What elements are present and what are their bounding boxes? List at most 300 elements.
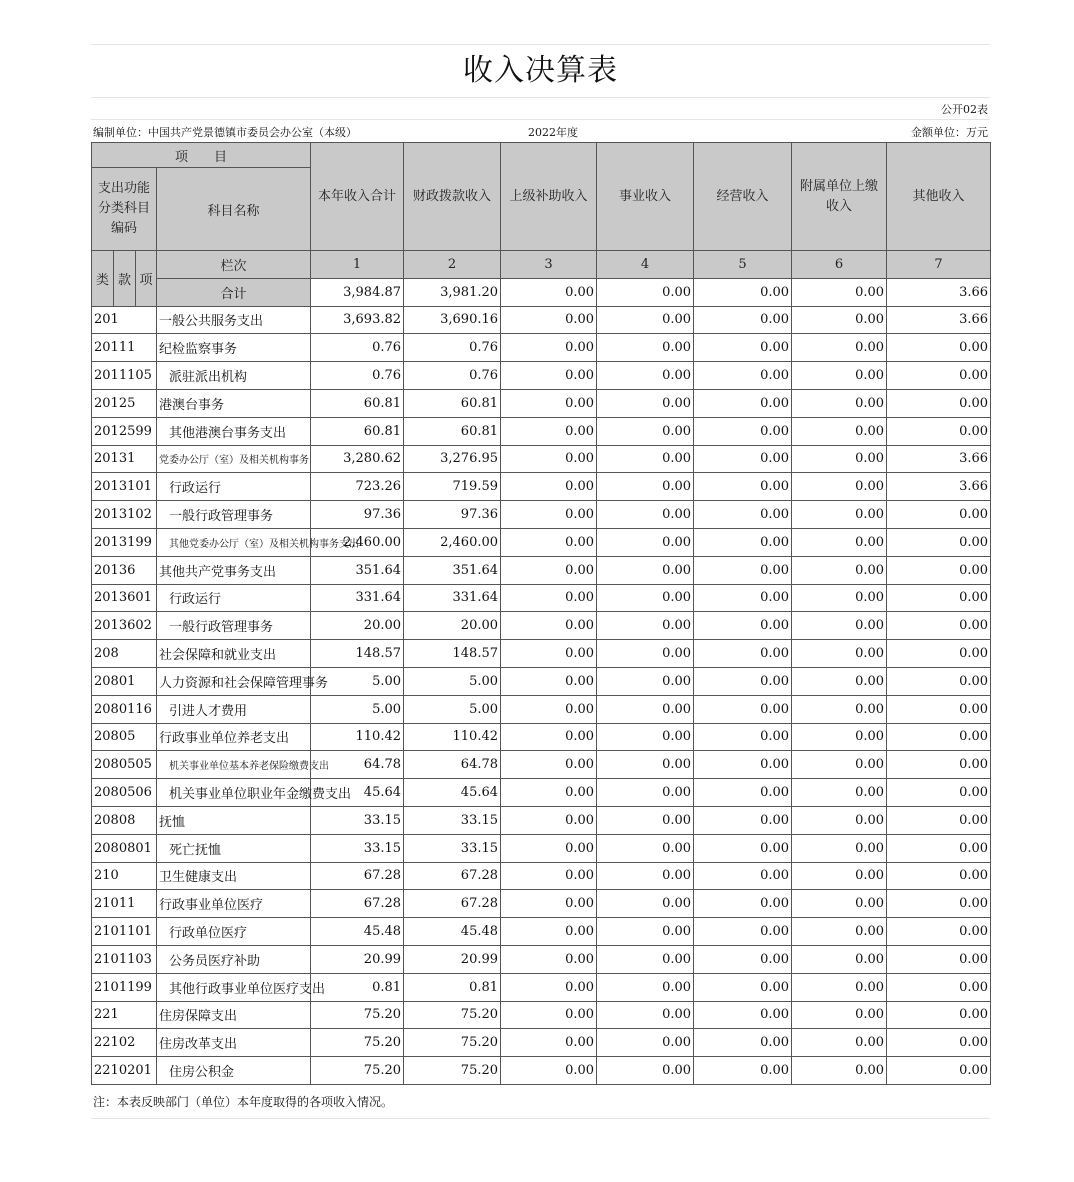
- total-value: 0.00: [792, 278, 887, 306]
- amount-cell: 0.00: [887, 584, 991, 612]
- table-row: [92, 806, 991, 834]
- amount-cell: 33.15: [404, 834, 501, 862]
- amount-cell: 110.42: [311, 723, 404, 751]
- amount-cell: 60.81: [404, 389, 501, 417]
- amount-cell: 0.00: [694, 417, 792, 445]
- subject-name: 住房公积金: [157, 1057, 311, 1085]
- amount-cell: 0.00: [597, 528, 694, 556]
- amount-cell: 0.00: [792, 945, 887, 973]
- amount-cell: 0.00: [501, 973, 597, 1001]
- subject-code: 20805: [92, 723, 157, 751]
- amount-cell: 0.00: [792, 362, 887, 390]
- footnote: 注：本表反映部门（单位）本年度取得的各项收入情况。: [91, 1085, 990, 1119]
- amount-cell: 0.00: [597, 445, 694, 473]
- total-value: 0.00: [597, 278, 694, 306]
- total-value: 3.66: [887, 278, 991, 306]
- amount-cell: 0.00: [792, 556, 887, 584]
- amount-cell: 45.48: [404, 918, 501, 946]
- col-num-6: 6: [792, 251, 887, 279]
- subject-name: 机关事业单位基本养老保险缴费支出: [157, 751, 311, 779]
- amount-cell: 0.00: [694, 362, 792, 390]
- table-row: [92, 667, 991, 695]
- amount-cell: 33.15: [311, 806, 404, 834]
- page-title: 收入决算表: [91, 44, 990, 98]
- amount-cell: 3,693.82: [311, 306, 404, 334]
- header-func-code: 支出功能分类科目编码: [92, 168, 157, 251]
- amount-cell: 0.00: [597, 584, 694, 612]
- subject-code: 20801: [92, 667, 157, 695]
- amount-cell: 331.64: [311, 584, 404, 612]
- table-row: [92, 834, 991, 862]
- table-row: [92, 779, 991, 807]
- amount-cell: 0.76: [404, 334, 501, 362]
- amount-cell: 3,280.62: [311, 445, 404, 473]
- amount-cell: 351.64: [311, 556, 404, 584]
- total-label: 合计: [157, 278, 311, 306]
- table-row: [92, 389, 991, 417]
- amount-cell: 0.00: [792, 1001, 887, 1029]
- amount-cell: 0.00: [887, 362, 991, 390]
- amount-cell: 0.76: [311, 334, 404, 362]
- amount-cell: 5.00: [404, 667, 501, 695]
- subject-name: 其他行政事业单位医疗支出: [157, 973, 311, 1001]
- subject-code: 20136: [92, 556, 157, 584]
- table-row: [92, 556, 991, 584]
- header-lanci: 栏次: [157, 251, 311, 279]
- amount-cell: 0.00: [792, 1029, 887, 1057]
- amount-cell: 0.00: [694, 1029, 792, 1057]
- amount-cell: 0.00: [792, 640, 887, 668]
- col-header-7: 其他收入: [887, 143, 991, 251]
- amount-cell: 148.57: [311, 640, 404, 668]
- table-row: [92, 1029, 991, 1057]
- amount-cell: 0.00: [792, 806, 887, 834]
- subject-name: 住房改革支出: [157, 1029, 311, 1057]
- amount-cell: 5.00: [311, 695, 404, 723]
- header-subject-name: 科目名称: [157, 168, 311, 251]
- amount-cell: 0.00: [792, 918, 887, 946]
- income-statement-sheet: [91, 44, 990, 1119]
- amount-cell: 0.00: [792, 751, 887, 779]
- table-row: [92, 640, 991, 668]
- amount-cell: 0.00: [887, 528, 991, 556]
- amount-cell: 97.36: [311, 501, 404, 529]
- amount-cell: 0.76: [311, 362, 404, 390]
- amount-cell: 0.00: [694, 806, 792, 834]
- amount-cell: 0.00: [597, 751, 694, 779]
- amount-cell: 0.00: [501, 389, 597, 417]
- table-row: [92, 528, 991, 556]
- amount-cell: 0.00: [887, 334, 991, 362]
- amount-cell: 64.78: [404, 751, 501, 779]
- subject-name: 抚恤: [157, 806, 311, 834]
- amount-cell: 0.81: [311, 973, 404, 1001]
- amount-cell: 0.00: [501, 501, 597, 529]
- table-row: [92, 501, 991, 529]
- total-value: 3,981.20: [404, 278, 501, 306]
- col-num-3: 3: [501, 251, 597, 279]
- amount-cell: 0.00: [887, 862, 991, 890]
- col-header-5: 经营收入: [694, 143, 792, 251]
- amount-cell: 719.59: [404, 473, 501, 501]
- amount-cell: 60.81: [404, 417, 501, 445]
- subject-code: 210: [92, 862, 157, 890]
- amount-cell: 3,690.16: [404, 306, 501, 334]
- subject-name: 引进人才费用: [157, 695, 311, 723]
- amount-cell: 0.00: [597, 612, 694, 640]
- amount-cell: 0.00: [597, 890, 694, 918]
- meta-row: [91, 120, 990, 142]
- amount-cell: 0.00: [501, 306, 597, 334]
- subject-name: 一般行政管理事务: [157, 612, 311, 640]
- amount-cell: 0.00: [597, 667, 694, 695]
- amount-cell: 67.28: [311, 862, 404, 890]
- amount-cell: 0.00: [694, 723, 792, 751]
- subject-code: 2210201: [92, 1057, 157, 1085]
- amount-cell: 45.64: [404, 779, 501, 807]
- table-row: [92, 723, 991, 751]
- amount-cell: 0.00: [597, 640, 694, 668]
- amount-cell: 0.00: [887, 890, 991, 918]
- subject-code: 2013101: [92, 473, 157, 501]
- amount-cell: 0.00: [501, 584, 597, 612]
- amount-cell: 20.00: [311, 612, 404, 640]
- amount-cell: 0.00: [887, 640, 991, 668]
- subject-code: 2013199: [92, 528, 157, 556]
- table-row: [92, 362, 991, 390]
- amount-cell: 0.00: [501, 1057, 597, 1085]
- table-row: [92, 445, 991, 473]
- amount-cell: 67.28: [404, 890, 501, 918]
- subject-code: 2013601: [92, 584, 157, 612]
- amount-cell: 0.00: [694, 445, 792, 473]
- amount-cell: 3,276.95: [404, 445, 501, 473]
- amount-cell: 0.00: [597, 695, 694, 723]
- amount-cell: 0.00: [501, 890, 597, 918]
- amount-cell: 0.00: [887, 945, 991, 973]
- amount-cell: 45.64: [311, 779, 404, 807]
- subject-code: 22102: [92, 1029, 157, 1057]
- table-row: [92, 417, 991, 445]
- amount-cell: 0.00: [887, 1001, 991, 1029]
- amount-cell: 0.00: [501, 1029, 597, 1057]
- amount-cell: 0.00: [887, 612, 991, 640]
- amount-cell: 0.00: [501, 362, 597, 390]
- amount-cell: 0.00: [792, 528, 887, 556]
- subject-code: 20111: [92, 334, 157, 362]
- amount-cell: 0.00: [597, 834, 694, 862]
- amount-cell: 0.76: [404, 362, 501, 390]
- amount-cell: 0.00: [597, 389, 694, 417]
- amount-cell: 2,460.00: [311, 528, 404, 556]
- income-table: [91, 142, 991, 1085]
- amount-cell: 33.15: [404, 806, 501, 834]
- amount-cell: 0.00: [501, 918, 597, 946]
- amount-cell: 0.00: [694, 890, 792, 918]
- table-row: [92, 334, 991, 362]
- col-num-7: 7: [887, 251, 991, 279]
- money-unit: 金额单位：万元: [911, 126, 988, 139]
- table-row: [92, 612, 991, 640]
- amount-cell: 3.66: [887, 473, 991, 501]
- amount-cell: 0.00: [792, 334, 887, 362]
- table-row: [92, 1001, 991, 1029]
- amount-cell: 331.64: [404, 584, 501, 612]
- amount-cell: 0.00: [792, 1057, 887, 1085]
- amount-cell: 0.00: [792, 779, 887, 807]
- subject-name: 其他党委办公厅（室）及相关机构事务支出: [157, 528, 311, 556]
- amount-cell: 110.42: [404, 723, 501, 751]
- amount-cell: 0.00: [597, 473, 694, 501]
- amount-cell: 0.00: [501, 473, 597, 501]
- amount-cell: 0.00: [694, 695, 792, 723]
- form-number: 公开02表: [941, 103, 988, 116]
- table-row: [92, 890, 991, 918]
- header-xiang: 项: [136, 251, 157, 307]
- amount-cell: 0.00: [792, 445, 887, 473]
- amount-cell: 0.00: [887, 556, 991, 584]
- form-number-row: [91, 98, 990, 120]
- amount-cell: 0.00: [501, 417, 597, 445]
- subject-code: 20125: [92, 389, 157, 417]
- amount-cell: 5.00: [311, 667, 404, 695]
- subject-name: 行政单位医疗: [157, 918, 311, 946]
- amount-cell: 0.00: [597, 417, 694, 445]
- col-header-1: 本年收入合计: [311, 143, 404, 251]
- header-lei: 类: [92, 251, 114, 307]
- amount-cell: 97.36: [404, 501, 501, 529]
- total-value: 0.00: [694, 278, 792, 306]
- amount-cell: 0.00: [792, 973, 887, 1001]
- amount-cell: 0.00: [501, 334, 597, 362]
- amount-cell: 33.15: [311, 834, 404, 862]
- amount-cell: 60.81: [311, 417, 404, 445]
- amount-cell: 0.00: [694, 973, 792, 1001]
- amount-cell: 0.00: [694, 640, 792, 668]
- amount-cell: 0.00: [694, 473, 792, 501]
- amount-cell: 0.00: [694, 751, 792, 779]
- amount-cell: 0.00: [887, 806, 991, 834]
- subject-code: 2080505: [92, 751, 157, 779]
- subject-code: 2101103: [92, 945, 157, 973]
- amount-cell: 0.00: [501, 612, 597, 640]
- amount-cell: 351.64: [404, 556, 501, 584]
- amount-cell: 0.00: [694, 834, 792, 862]
- subject-code: 2101101: [92, 918, 157, 946]
- amount-cell: 0.00: [792, 473, 887, 501]
- amount-cell: 0.00: [887, 973, 991, 1001]
- subject-name: 公务员医疗补助: [157, 945, 311, 973]
- amount-cell: 0.00: [501, 556, 597, 584]
- amount-cell: 0.00: [792, 417, 887, 445]
- col-header-6: 附属单位上缴收入: [792, 143, 887, 251]
- subject-name: 机关事业单位职业年金缴费支出: [157, 779, 311, 807]
- subject-name: 一般行政管理事务: [157, 501, 311, 529]
- table-row: [92, 973, 991, 1001]
- amount-cell: 0.00: [887, 751, 991, 779]
- fiscal-year: 2022年度: [528, 126, 578, 139]
- subject-name: 行政事业单位医疗: [157, 890, 311, 918]
- subject-code: 20808: [92, 806, 157, 834]
- table-row: [92, 695, 991, 723]
- total-value: 3,984.87: [311, 278, 404, 306]
- amount-cell: 0.00: [792, 667, 887, 695]
- table-row: [92, 945, 991, 973]
- amount-cell: 0.00: [792, 862, 887, 890]
- amount-cell: 0.00: [694, 918, 792, 946]
- col-num-1: 1: [311, 251, 404, 279]
- table-row: [92, 473, 991, 501]
- table-row: [92, 584, 991, 612]
- amount-cell: 45.48: [311, 918, 404, 946]
- table-row: [92, 862, 991, 890]
- amount-cell: 0.00: [597, 501, 694, 529]
- header-kuan: 款: [114, 251, 136, 307]
- amount-cell: 0.00: [792, 501, 887, 529]
- amount-cell: 0.00: [501, 751, 597, 779]
- amount-cell: 75.20: [311, 1057, 404, 1085]
- header-row-3: [92, 251, 991, 279]
- amount-cell: 0.00: [597, 1029, 694, 1057]
- subject-name: 社会保障和就业支出: [157, 640, 311, 668]
- header-row-1: [92, 143, 991, 168]
- amount-cell: 0.00: [792, 890, 887, 918]
- table-row: [92, 306, 991, 334]
- subject-code: 20131: [92, 445, 157, 473]
- amount-cell: 0.00: [597, 862, 694, 890]
- amount-cell: 67.28: [404, 862, 501, 890]
- amount-cell: 0.00: [887, 1029, 991, 1057]
- amount-cell: 0.00: [597, 334, 694, 362]
- amount-cell: 0.00: [887, 695, 991, 723]
- total-value: 0.00: [501, 278, 597, 306]
- amount-cell: 0.00: [887, 667, 991, 695]
- amount-cell: 0.00: [792, 306, 887, 334]
- amount-cell: 0.00: [694, 667, 792, 695]
- subject-code: 2101199: [92, 973, 157, 1001]
- subject-name: 住房保障支出: [157, 1001, 311, 1029]
- amount-cell: 148.57: [404, 640, 501, 668]
- subject-code: 2012599: [92, 417, 157, 445]
- amount-cell: 0.00: [694, 862, 792, 890]
- col-num-5: 5: [694, 251, 792, 279]
- subject-name: 行政事业单位养老支出: [157, 723, 311, 751]
- col-header-4: 事业收入: [597, 143, 694, 251]
- amount-cell: 0.00: [597, 556, 694, 584]
- amount-cell: 0.00: [501, 945, 597, 973]
- amount-cell: 0.00: [792, 612, 887, 640]
- amount-cell: 723.26: [311, 473, 404, 501]
- amount-cell: 0.00: [887, 417, 991, 445]
- amount-cell: 67.28: [311, 890, 404, 918]
- subject-code: 2013102: [92, 501, 157, 529]
- amount-cell: 0.00: [887, 779, 991, 807]
- amount-cell: 0.00: [694, 389, 792, 417]
- amount-cell: 0.00: [597, 779, 694, 807]
- amount-cell: 0.00: [694, 1001, 792, 1029]
- subject-code: 221: [92, 1001, 157, 1029]
- total-row: [92, 278, 991, 306]
- amount-cell: 20.00: [404, 612, 501, 640]
- amount-cell: 0.00: [694, 945, 792, 973]
- amount-cell: 0.00: [887, 918, 991, 946]
- amount-cell: 75.20: [311, 1001, 404, 1029]
- amount-cell: 0.00: [694, 306, 792, 334]
- col-header-3: 上级补助收入: [501, 143, 597, 251]
- amount-cell: 0.00: [597, 973, 694, 1001]
- amount-cell: 0.00: [887, 834, 991, 862]
- amount-cell: 0.00: [501, 723, 597, 751]
- table-row: [92, 918, 991, 946]
- amount-cell: 0.00: [887, 1057, 991, 1085]
- amount-cell: 0.00: [597, 806, 694, 834]
- subject-code: 21011: [92, 890, 157, 918]
- amount-cell: 0.00: [887, 389, 991, 417]
- amount-cell: 0.00: [501, 862, 597, 890]
- subject-code: 2080506: [92, 779, 157, 807]
- amount-cell: 20.99: [311, 945, 404, 973]
- amount-cell: 0.00: [501, 695, 597, 723]
- subject-code: 2013602: [92, 612, 157, 640]
- col-num-2: 2: [404, 251, 501, 279]
- amount-cell: 0.00: [792, 389, 887, 417]
- amount-cell: 0.00: [694, 556, 792, 584]
- amount-cell: 0.00: [597, 306, 694, 334]
- amount-cell: 0.00: [597, 1001, 694, 1029]
- amount-cell: 0.00: [597, 918, 694, 946]
- subject-name: 其他共产党事务支出: [157, 556, 311, 584]
- amount-cell: 0.00: [694, 501, 792, 529]
- amount-cell: 75.20: [404, 1001, 501, 1029]
- amount-cell: 0.00: [694, 1057, 792, 1085]
- amount-cell: 0.00: [501, 667, 597, 695]
- amount-cell: 3.66: [887, 445, 991, 473]
- subject-code: 208: [92, 640, 157, 668]
- amount-cell: 3.66: [887, 306, 991, 334]
- amount-cell: 0.00: [597, 723, 694, 751]
- subject-name: 派驻派出机构: [157, 362, 311, 390]
- subject-name: 行政运行: [157, 473, 311, 501]
- amount-cell: 0.00: [887, 501, 991, 529]
- subject-name: 党委办公厅（室）及相关机构事务: [157, 445, 311, 473]
- amount-cell: 0.00: [792, 723, 887, 751]
- subject-name: 行政运行: [157, 584, 311, 612]
- amount-cell: 0.00: [501, 528, 597, 556]
- amount-cell: 2,460.00: [404, 528, 501, 556]
- table-row: [92, 751, 991, 779]
- amount-cell: 60.81: [311, 389, 404, 417]
- amount-cell: 20.99: [404, 945, 501, 973]
- amount-cell: 0.00: [694, 584, 792, 612]
- amount-cell: 0.00: [597, 362, 694, 390]
- subject-code: 201: [92, 306, 157, 334]
- table-row: [92, 1057, 991, 1085]
- amount-cell: 0.00: [792, 834, 887, 862]
- subject-name: 其他港澳台事务支出: [157, 417, 311, 445]
- col-header-2: 财政拨款收入: [404, 143, 501, 251]
- amount-cell: 0.00: [501, 806, 597, 834]
- subject-name: 一般公共服务支出: [157, 306, 311, 334]
- col-num-4: 4: [597, 251, 694, 279]
- amount-cell: 75.20: [404, 1029, 501, 1057]
- amount-cell: 5.00: [404, 695, 501, 723]
- subject-code: 2080116: [92, 695, 157, 723]
- amount-cell: 75.20: [404, 1057, 501, 1085]
- subject-name: 死亡抚恤: [157, 834, 311, 862]
- amount-cell: 0.00: [501, 1001, 597, 1029]
- amount-cell: 0.81: [404, 973, 501, 1001]
- amount-cell: 0.00: [694, 779, 792, 807]
